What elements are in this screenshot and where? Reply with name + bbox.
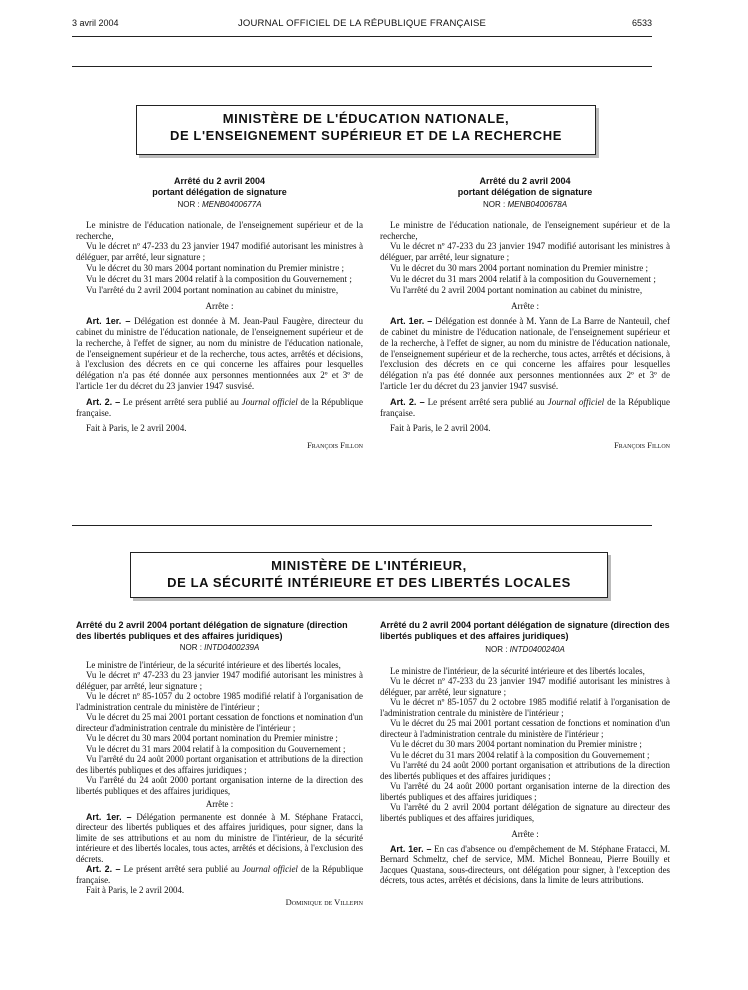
fait-a-paris: Fait à Paris, le 2 avril 2004. xyxy=(390,423,491,434)
visa: Vu le décret du 25 mai 2001 portant cessation de fonctions et nomination d'un directeur à l'administration centrale du ministère de l'intérieur ; xyxy=(380,718,670,739)
ministry-line-2: DE LA SÉCURITÉ INTÉRIEURE ET DES LIBERTÉS LOCALES xyxy=(167,575,571,590)
journal-title: JOURNAL OFFICIEL DE LA RÉPUBLIQUE FRANÇAISE xyxy=(237,18,487,29)
visa: Vu le décret nº 47-233 du 23 janvier 1947 modifié autorisant les ministres à déléguer, par arrêté, leur signature ; xyxy=(76,670,363,691)
signature: François Fillon xyxy=(307,440,363,451)
visa: Vu l'arrêté du 24 août 2000 portant organisation interne de la direction des libertés publiques et des affaires juridiques, xyxy=(76,775,363,796)
visa: Vu l'arrêté du 24 août 2000 portant organisation et attributions de la direction des libertés publiques et des affaires juridiques ; xyxy=(380,760,670,781)
page-number: 6533 xyxy=(631,18,652,28)
visa: Vu le décret du 30 mars 2004 portant nomination du Premier ministre ; xyxy=(390,262,649,273)
preamble: Le ministre de l'intérieur, de la sécurité intérieure et des libertés locales, xyxy=(390,665,645,676)
visa: Vu le décret du 25 mai 2001 portant cessation de fonctions et nomination d'un directeur d'administration centrale du ministère de l'intérieur ; xyxy=(76,712,363,733)
visa: Vu le décret nº 47-233 du 23 janvier 1947 modifié autorisant les ministres à déléguer, par arrêté, leur signature ; xyxy=(380,676,670,697)
arrete-title: Arrêté du 2 avril 2004 portant délégation de signature (direction des libertés publiques et des affaires juridiques) xyxy=(76,620,348,641)
arrete-label: Arrête : xyxy=(205,301,234,312)
arrete-column-left-bottom xyxy=(76,620,363,907)
visa: Vu l'arrêté du 2 avril 2004 portant nomination au cabinet du ministre, xyxy=(390,284,643,295)
section-rule xyxy=(72,525,652,526)
visa: Vu le décret nº 85-1057 du 2 octobre 1985 modifié relatif à l'organisation de l'administration centrale du ministère de l'intérieur ; xyxy=(380,697,670,718)
visa: Vu l'arrêté du 2 avril 2004 portant nomination au cabinet du ministre, xyxy=(86,284,339,295)
ministry-line-1: MINISTÈRE DE L'ÉDUCATION NATIONALE, xyxy=(222,111,510,126)
ministry-line-2: DE L'ENSEIGNEMENT SUPÉRIEUR ET DE LA RECHERCHE xyxy=(169,128,563,143)
ministry-heading-interieur xyxy=(130,552,608,598)
header-date: 3 avril 2004 xyxy=(72,18,119,28)
preamble: Le ministre de l'intérieur, de la sécurité intérieure et des libertés locales, xyxy=(86,659,341,670)
visa: Vu le décret du 31 mars 2004 relatif à la composition du Gouvernement ; xyxy=(390,749,650,760)
arrete-column-left-top xyxy=(76,176,363,451)
arrete-title: Arrêté du 2 avril 2004 portant délégation de signature (direction des libertés publiques et des affaires juridiques) xyxy=(380,620,670,641)
arrete-column-right-bottom xyxy=(380,620,670,886)
running-header xyxy=(72,18,652,34)
visa: Vu le décret nº 47-233 du 23 janvier 1947 modifié autorisant les ministres à déléguer, par arrêté, leur signature ; xyxy=(380,241,670,263)
article-2: Art. 2. – Le présent arrêté sera publié au Journal officiel de la République française. xyxy=(380,396,670,418)
arrete-column-right-top xyxy=(380,176,670,451)
header-rule xyxy=(72,36,652,37)
signature: François Fillon xyxy=(614,440,670,451)
nor-reference: NOR : INTD0400239A xyxy=(179,643,260,652)
visa: Vu le décret du 30 mars 2004 portant nomination du Premier ministre ; xyxy=(86,262,345,273)
visa: Vu le décret du 30 mars 2004 portant nomination du Premier ministre ; xyxy=(86,733,338,743)
ministry-line-1: MINISTÈRE DE L'INTÉRIEUR, xyxy=(271,558,467,573)
nor-reference: NOR : MENB0400678A xyxy=(482,200,568,209)
arrete-title-line-2: portant délégation de signature xyxy=(152,186,287,197)
article-1: Art. 1er. – Délégation permanente est donnée à M. Stéphane Fratacci, directeur des libertés publiques et des affaires juridiques, pour signer, dans la limite de ses attributions et au nom du ministre de l'intérieur, de la sécurité intérieure et des libertés locales, tous actes, arrêtés et décisions, à l'exclusion des décrets. xyxy=(76,811,364,864)
arrete-title-line-1: Arrêté du 2 avril 2004 xyxy=(173,176,266,186)
fait-a-paris: Fait à Paris, le 2 avril 2004. xyxy=(86,423,187,434)
preamble: Le ministre de l'éducation nationale, de l'enseignement supérieur et de la recherche, xyxy=(76,219,363,241)
arrete-title-line-1: Arrêté du 2 avril 2004 xyxy=(479,176,571,186)
visa: Vu l'arrêté du 24 août 2000 portant organisation interne de la direction des libertés publiques et des affaires juridiques ; xyxy=(380,781,670,802)
article-1: Art. 1er. – En cas d'absence ou d'empêchement de M. Stéphane Fratacci, M. Bernard Schmeltz, chef de service, MM. Michel Bonneau, Pierre Bouilly et Jacques Quastana, sous-directeurs, ont délégation pour signer, à l'exception des décrets, tous actes, arrêtés et décisions, dans la limite de leurs attributions. xyxy=(380,843,671,885)
visa: Vu l'arrêté du 2 avril 2004 portant délégation de signature au directeur des libertés publiques et des affaires juridiques, xyxy=(380,802,670,823)
article-1: Art. 1er. – Délégation est donnée à M. Yann de La Barre de Nanteuil, chef de cabinet du ministre de l'éducation nationale, de l'enseignement supérieur et de la recherche, à l'effet de signer, au nom du ministre de l'éducation nationale, de l'enseignement supérieur et de la recherche, tous actes, arrêtés et décisions, à l'exclusion des décrets en ce qui concerne les affaires pour lesquelles délégation n'a pas été donnée aux personnes mentionnées aux 2º et 3º de l'article 1er du décret du 23 janvier 1947 susvisé. xyxy=(380,316,671,391)
visa: Vu le décret nº 85-1057 du 2 octobre 1985 modifié relatif à l'organisation de l'administration centrale du ministère de l'intérieur ; xyxy=(76,691,363,712)
nor-reference: NOR : INTD0400240A xyxy=(485,645,565,654)
top-rule xyxy=(72,66,652,67)
arrete-title-line-2: portant délégation de signature xyxy=(457,186,593,197)
arrete-label: Arrête : xyxy=(511,829,539,839)
ministry-heading-education xyxy=(136,105,596,155)
arrete-label: Arrête : xyxy=(510,301,540,312)
visa: Vu le décret du 30 mars 2004 portant nomination du Premier ministre ; xyxy=(390,739,642,749)
article-2: Art. 2. – Le présent arrêté sera publié au Journal officiel de la République française. xyxy=(76,396,363,418)
visa: Vu l'arrêté du 24 août 2000 portant organisation et attributions de la direction des libertés publiques et des affaires juridiques ; xyxy=(76,754,363,775)
fait-a-paris: Fait à Paris, le 2 avril 2004. xyxy=(86,885,185,895)
visa: Vu le décret du 31 mars 2004 relatif à la composition du Gouvernement ; xyxy=(86,743,346,754)
preamble: Le ministre de l'éducation nationale, de l'enseignement supérieur et de la recherche, xyxy=(380,219,670,241)
signature: Dominique de Villepin xyxy=(285,896,363,907)
nor-reference: NOR : MENB0400677A xyxy=(177,200,262,209)
arrete-label: Arrête : xyxy=(205,799,234,809)
article-2: Art. 2. – Le présent arrêté sera publié au Journal officiel de la République française. xyxy=(76,864,364,885)
article-1: Art. 1er. – Délégation est donnée à M. Jean-Paul Faugère, directeur du cabinet du ministre de l'éducation nationale, de l'enseignement supérieur et de la recherche, à l'effet de signer, au nom du ministre de l'éducation nationale, de l'enseignement supérieur et de la recherche, tous actes, arrêtés et décisions, à l'exclusion des décrets en ce qui concerne les affaires pour lesquelles délégation n'a pas été donnée aux personnes mentionnées aux 2º et 3º de l'article 1er du décret du 23 janvier 1947 susvisé. xyxy=(76,316,364,391)
visa: Vu le décret du 31 mars 2004 relatif à la composition du Gouvernement ; xyxy=(390,273,656,284)
visa: Vu le décret du 31 mars 2004 relatif à la composition du Gouvernement ; xyxy=(86,273,352,284)
visa: Vu le décret nº 47-233 du 23 janvier 1947 modifié autorisant les ministres à déléguer, par arrêté, leur signature ; xyxy=(76,241,363,263)
